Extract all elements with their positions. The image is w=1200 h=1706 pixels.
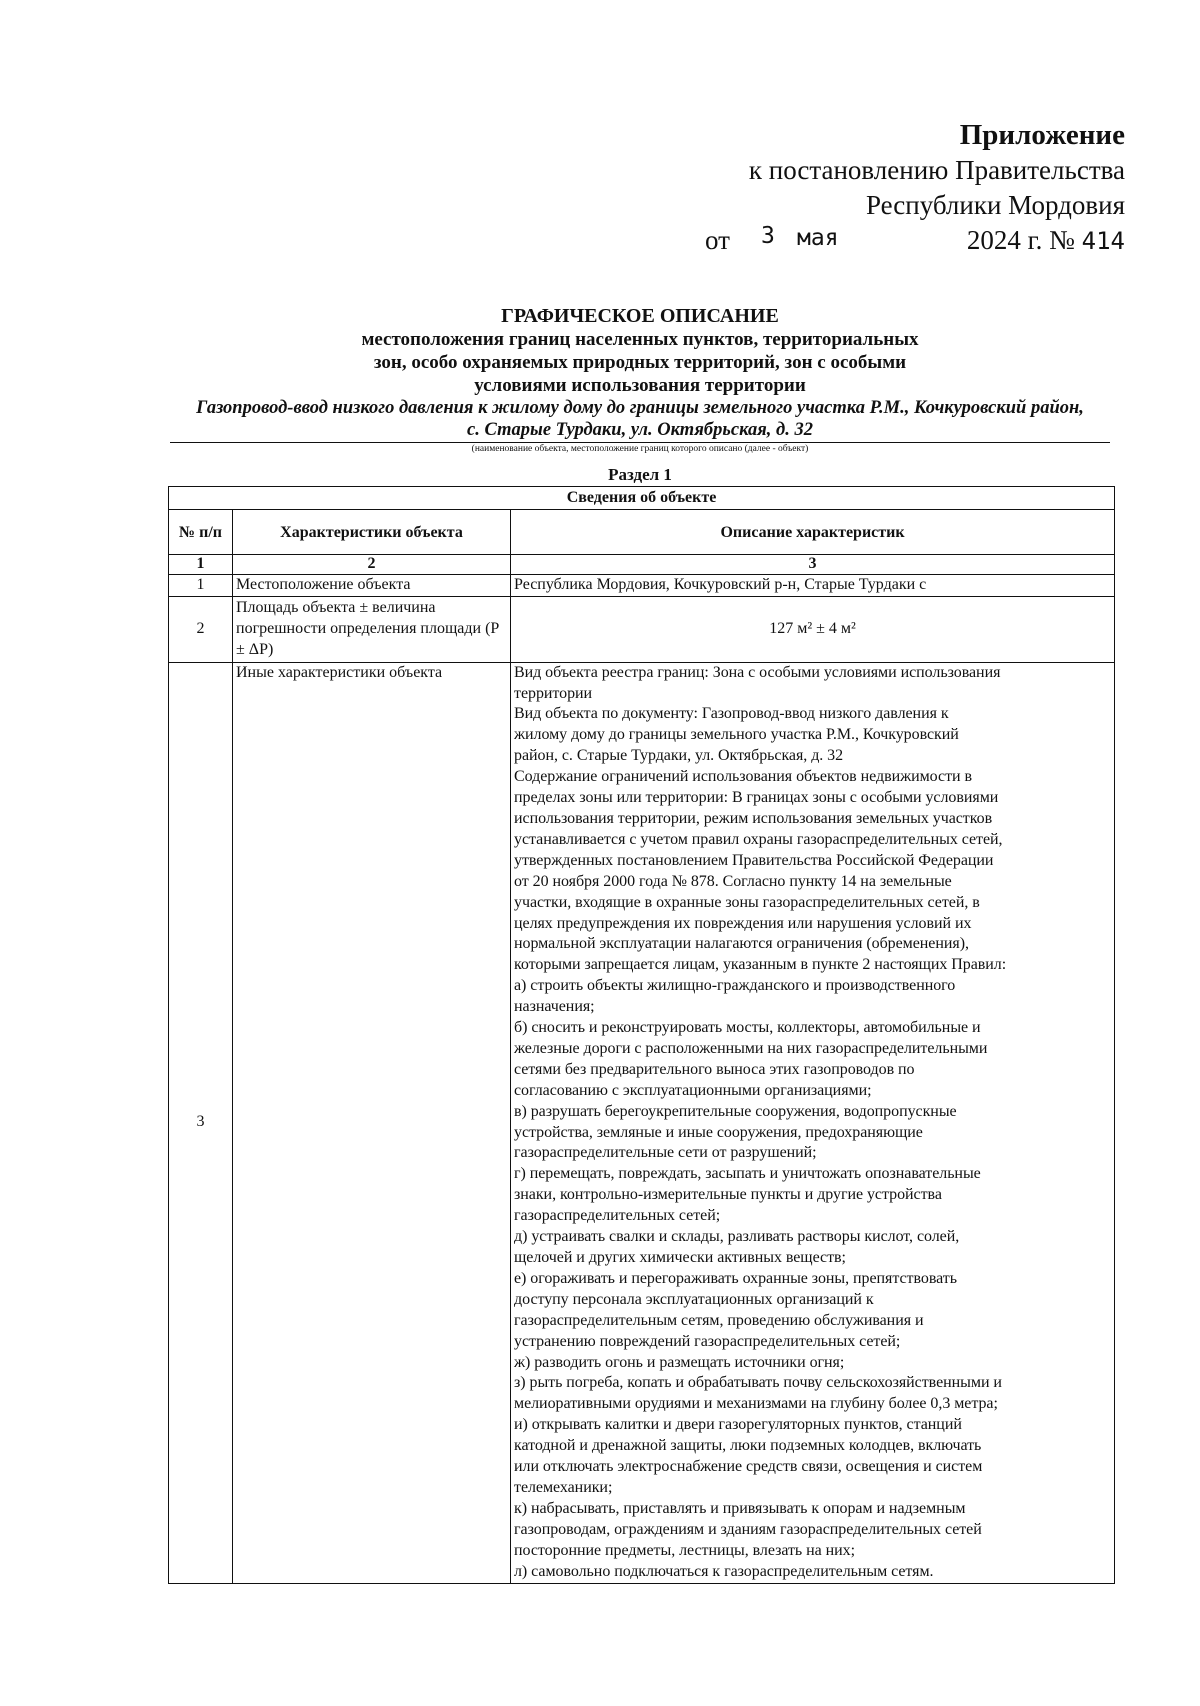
row-description: 127 м² ± 4 м² — [511, 596, 1115, 662]
description-line: мелиоративными орудиями и механизмами на глубину более 0,3 метра; — [514, 1395, 998, 1413]
appendix-year: 2024 г. — [966, 225, 1043, 255]
row-description: Республика Мордовия, Кочкуровский р-н, Старые Турдаки с — [511, 575, 1115, 597]
document-subtitle-line: зон, особо охраняемых природных территорий, зон с особыми — [373, 352, 907, 373]
table-row — [169, 662, 1115, 1583]
document-subtitle-line: условиями использования территории — [474, 375, 806, 396]
description-line: назначения; — [514, 998, 595, 1016]
description-line: а) строить объекты жилищно-гражданского и производственного — [514, 977, 956, 995]
column-header-characteristic: Характеристики объекта — [233, 510, 511, 555]
column-number: 2 — [233, 555, 511, 575]
appendix-year-number — [967, 223, 1125, 259]
object-name-note: (наименование объекта, местоположение границ которого описано (далее - объект) — [471, 444, 809, 454]
appendix-month: мая — [797, 225, 839, 251]
description-line: устранению повреждений газораспределительных сетей; — [514, 1332, 901, 1350]
row-number: 1 — [169, 575, 233, 597]
table-section-header: Сведения об объекте — [169, 487, 1115, 510]
description-line: жилому дому до границы земельного участка Р.М., Кочкуровский — [514, 726, 959, 744]
description-line: устройства, земляные и иные сооружения, предохраняющие — [514, 1123, 923, 1141]
object-name-line: Газопровод-ввод низкого давления к жилому дому до границы земельного участка Р.М., Кочкуровский район, — [196, 398, 1084, 418]
row-characteristic: Местоположение объекта — [233, 575, 511, 597]
column-header-description: Описание характеристик — [511, 510, 1115, 555]
description-line: целях предупреждения их повреждения или нарушения условий их — [514, 914, 972, 932]
description-line: железные дороги с расположенными на них газораспределительными — [514, 1039, 988, 1057]
table-row — [169, 575, 1115, 597]
description-line: нормальной эксплуатации налагаются ограничения (обременения), — [514, 935, 969, 953]
table-row — [169, 596, 1115, 662]
description-line: которыми запрещается лицам, указанным в пункте 2 настоящих Правил: — [514, 956, 1007, 974]
appendix-title: Приложение — [959, 119, 1125, 151]
row-characteristic: Площадь объекта ± величина погрешности определения площади (P ± ΔP) — [233, 596, 511, 662]
description-line: телемеханики; — [514, 1478, 613, 1496]
appendix-ot: от — [705, 225, 730, 255]
description-line: катодной и дренажной защиты, люки подземных колодцев, включать — [514, 1437, 982, 1455]
document-title: ГРАФИЧЕСКОЕ ОПИСАНИЕ — [501, 305, 779, 327]
row-number: 2 — [169, 596, 233, 662]
column-number: 3 — [511, 555, 1115, 575]
row-description — [511, 662, 1115, 1583]
description-line: район, с. Старые Турдаки, ул. Октябрьская, д. 32 — [514, 747, 844, 765]
description-line: от 20 ноября 2000 года № 878. Согласно пункту 14 на земельные — [514, 872, 952, 890]
appendix-number: 414 — [1081, 227, 1125, 255]
appendix-number-sign: № — [1049, 225, 1075, 255]
description-line: устанавливается с учетом правил охраны газораспределительных сетей, — [514, 830, 1003, 848]
description-line: газораспределительным сетям, проведению обслуживания и — [514, 1311, 924, 1329]
column-number: 1 — [169, 555, 233, 575]
column-number-row — [169, 555, 1115, 575]
description-line: и) открывать калитки и двери газорегуляторных пунктов, станций — [514, 1416, 962, 1434]
document-heading — [160, 305, 1120, 456]
object-info-table — [168, 486, 1115, 1584]
description-line: знаки, контрольно-измерительные пункты и другие устройства — [514, 1186, 942, 1204]
description-line: газопроводам, ограждениям и зданиям газораспределительных сетей — [514, 1520, 982, 1538]
description-line: в) разрушать берегоукрепительные сооружения, водопропускные — [514, 1102, 957, 1120]
description-line: пределах зоны или территории: В границах зоны с особыми условиями — [514, 789, 999, 807]
table-section-header-row — [169, 487, 1115, 510]
description-line: л) самовольно подключаться к газораспределительным сетям. — [514, 1562, 934, 1580]
description-line: Содержание ограничений использования объектов недвижимости в — [514, 768, 972, 786]
description-line: б) сносить и реконструировать мосты, коллекторы, автомобильные и — [514, 1019, 981, 1037]
description-line: к) набрасывать, приставлять и привязывать к опорам и надземным — [514, 1499, 966, 1517]
description-line: Вид объекта реестра границ: Зона с особыми условиями использования — [514, 663, 1001, 681]
description-line: з) рыть погреба, копать и обрабатывать почву сельскохозяйственными и — [514, 1374, 1002, 1392]
description-line: газораспределительных сетей; — [514, 1207, 721, 1225]
description-line: д) устраивать свалки и склады, разливать растворы кислот, солей, — [514, 1228, 960, 1246]
description-line: утвержденных постановлением Правительства Российской Федерации — [514, 851, 994, 869]
description-line: участки, входящие в охранные зоны газораспределительных сетей, в — [514, 893, 980, 911]
description-line: сетями без предварительного выноса этих газопроводов по — [514, 1060, 915, 1078]
table-column-header-row — [169, 510, 1115, 555]
description-line: газораспределительные сети от разрушений; — [514, 1144, 817, 1162]
description-line: доступу персонала эксплуатационных организаций к — [514, 1290, 874, 1308]
description-line: г) перемещать, повреждать, засыпать и уничтожать опознавательные — [514, 1165, 981, 1183]
appendix-block — [705, 118, 1125, 257]
description-line: посторонние предметы, лестницы, влезать на них; — [514, 1541, 856, 1559]
row-number: 3 — [169, 662, 233, 1583]
object-name-line: с. Старые Турдаки, ул. Октябрьская, д. 32 — [467, 420, 813, 440]
document-subtitle-line: местоположения границ населенных пунктов, территориальных — [361, 329, 919, 350]
description-line: е) огораживать и перегораживать охранные зоны, препятствовать — [514, 1269, 957, 1287]
section-label: Раздел 1 — [608, 465, 672, 484]
row-characteristic: Иные характеристики объекта — [233, 662, 511, 1583]
description-line: использования территории, режим использования земельных участков — [514, 809, 993, 827]
column-header-number: № п/п — [169, 510, 233, 555]
description-line: или отключать электроснабжение средств связи, освещения и систем — [514, 1458, 983, 1476]
description-line: ж) разводить огонь и размещать источники огня; — [514, 1353, 845, 1371]
description-line: территории — [514, 684, 593, 702]
description-line: согласованию с эксплуатационными организациями; — [514, 1081, 872, 1099]
description-line: щелочей и других химически активных веществ; — [514, 1249, 846, 1266]
description-line: Вид объекта по документу: Газопровод-ввод низкого давления к — [514, 705, 949, 723]
appendix-date-line — [705, 223, 1125, 257]
appendix-line-2: Республики Мордовия — [865, 190, 1125, 220]
appendix-day: 3 — [761, 223, 775, 249]
appendix-line-1: к постановлению Правительства — [748, 155, 1125, 185]
